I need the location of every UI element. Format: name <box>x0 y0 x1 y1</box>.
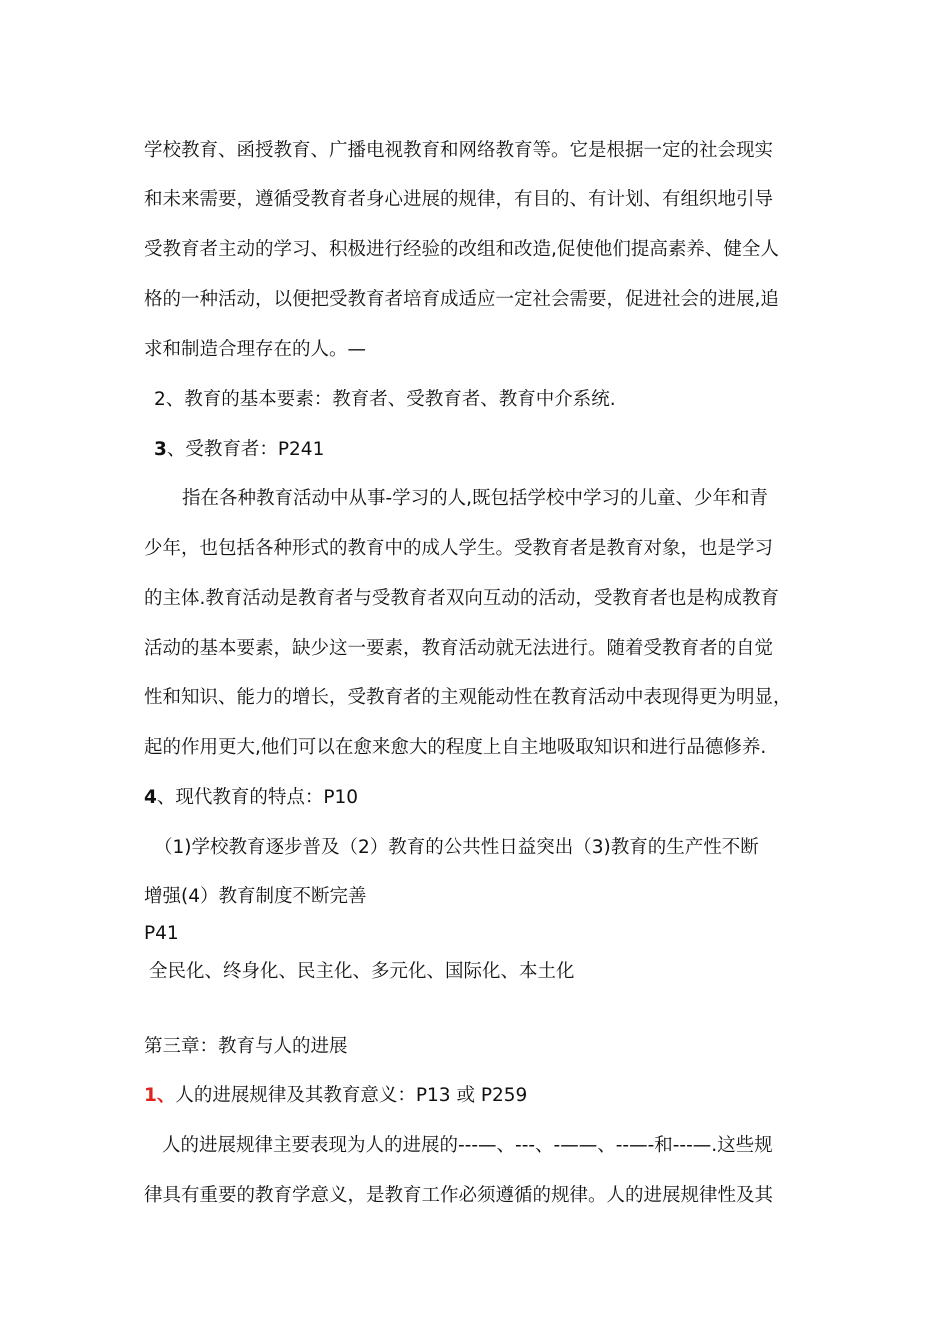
heading-text: 、受教育者：P241 <box>166 439 325 460</box>
chapter-title: 第三章：教育与人的进展 <box>144 1036 348 1057</box>
section-heading-1 <box>144 1084 527 1108</box>
section-heading-4 <box>144 786 358 810</box>
heading-text: 、现代教育的特点：P10 <box>156 787 359 808</box>
paragraph-line: 起的作用更大,他们可以在愈来愈大的程度上自主地吸取知识和进行品德修养. <box>144 737 767 758</box>
heading-number: 3 <box>154 439 167 460</box>
heading-text: 人的进展规律及其教育意义：P13 或 P259 <box>175 1085 528 1106</box>
paragraph-line: 活动的基本要素，缺少这一要素，教育活动就无法进行。随着受教育者的自觉 <box>144 638 774 659</box>
paragraph-line: 和未来需要，遵循受教育者身心进展的规律，有目的、有计划、有组织地引导 <box>144 189 774 210</box>
page-reference: P41 <box>144 923 179 944</box>
paragraph-line: 格的一种活动，以便把受教育者培育成适应一定社会需要，促进社会的进展,追 <box>144 289 779 310</box>
paragraph-line: 增强(4）教育制度不断完善 <box>144 886 367 907</box>
paragraph-line: 指在各种教育活动中从事-学习的人,既包括学校中学习的儿童、少年和青 <box>182 488 769 509</box>
paragraph-line: 性和知识、能力的增长，受教育者的主观能动性在教育活动中表现得更为明显， <box>144 687 792 708</box>
paragraph-line: 的主体.教育活动是教育者与受教育者双向互动的活动，受教育者也是构成教育 <box>144 588 779 609</box>
paragraph-line: 受教育者主动的学习、积极进行经验的改组和改造,促使他们提高素养、健全人 <box>144 239 779 260</box>
feature-list: 全民化、终身化、民主化、多元化、国际化、本土化 <box>149 961 575 982</box>
paragraph-line: 人的进展规律主要表现为人的进展的---—、---、-——、--—-和---—.这些规 <box>162 1135 773 1156</box>
paragraph-line: 律具有重要的教育学意义，是教育工作必须遵循的规律。人的进展规律性及其 <box>144 1185 774 1206</box>
paragraph-line: （1)学校教育逐步普及（2）教育的公共性日益突出（3)教育的生产性不断 <box>154 837 759 858</box>
heading-number: 4 <box>144 787 157 808</box>
paragraph-line: 学校教育、函授教育、广播电视教育和网络教育等。它是根据一定的社会现实 <box>144 140 774 161</box>
paragraph-line: 少年，也包括各种形式的教育中的成人学生。受教育者是教育对象，也是学习 <box>144 538 774 559</box>
section-heading-3 <box>154 438 324 462</box>
heading-number: 1、 <box>144 1085 176 1106</box>
paragraph-line: 求和制造合理存在的人。— <box>144 339 367 360</box>
section-heading-2: 2、教育的基本要素：教育者、受教育者、教育中介系统. <box>154 389 616 410</box>
